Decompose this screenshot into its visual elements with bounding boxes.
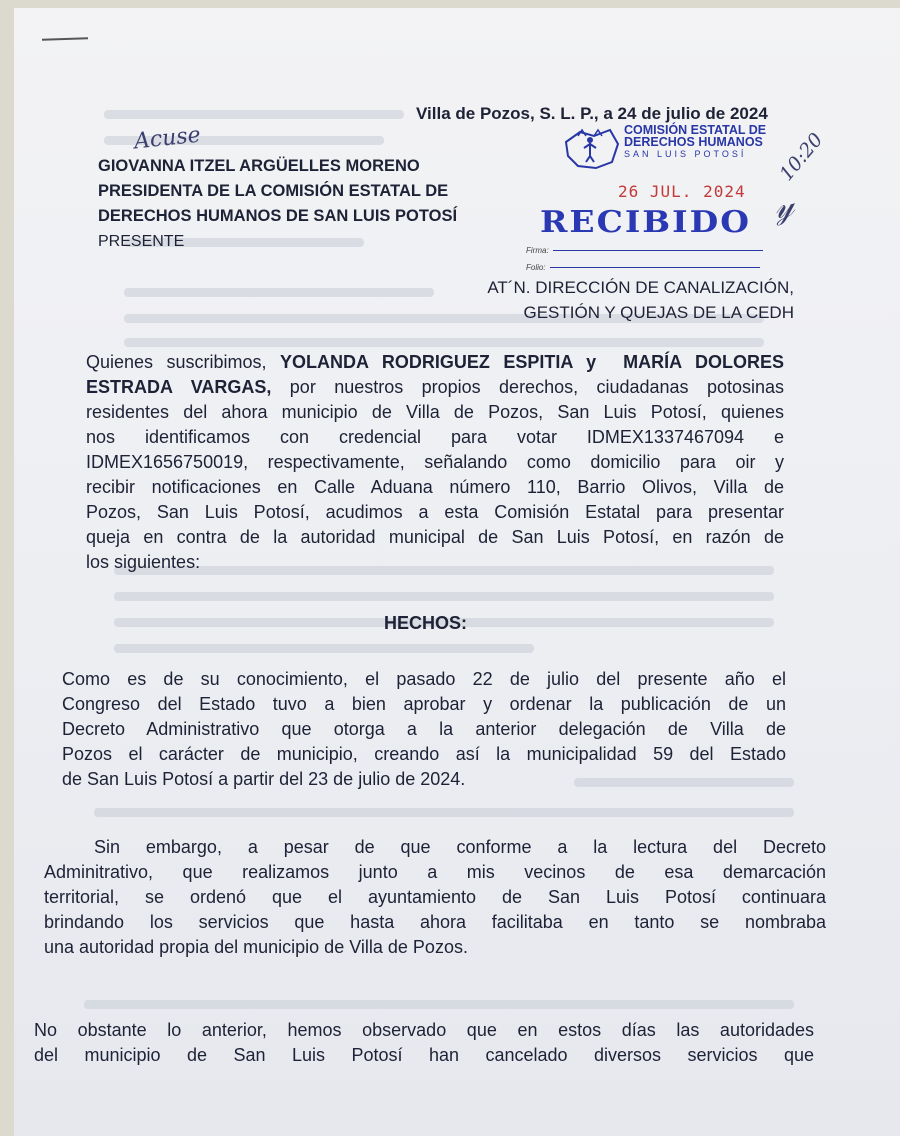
- fact-line: Pozos el carácter de municipio, creando así la municipalidad 59 del Estado: [62, 744, 786, 764]
- stamp-org-line-2: DERECHOS HUMANOS: [624, 135, 763, 149]
- fact-paragraph-3: [34, 1018, 814, 1068]
- fact-line: Congreso del Estado tuvo a bien aprobar y ordenar la publicación de un: [62, 694, 786, 714]
- stamp-recibido-word: RECIBIDO: [540, 203, 751, 240]
- hechos-heading: HECHOS:: [384, 613, 468, 633]
- fact-line: Decreto Administrativo que otorga a la anterior delegación de Villa de: [62, 719, 786, 739]
- stamp-folio-line: [526, 263, 760, 272]
- stamp-organization: [624, 124, 766, 160]
- stamp-org-line-1: COMISIÓN ESTATAL DE: [624, 123, 767, 137]
- stamp-org-line-3: SAN LUIS POTOSÍ: [624, 149, 747, 159]
- presente-label: PRESENTE: [98, 233, 185, 250]
- fact-line: Adminitrativo, que realizamos junto a mis vecinos de esa demarcación: [44, 862, 826, 882]
- recipient-name: GIOVANNA ITZEL ARGÜELLES MORENO: [98, 157, 420, 175]
- intro-paragraph: [86, 350, 784, 575]
- handwritten-initial-signature: 𝓎: [770, 184, 798, 228]
- intro-text: Quienes suscribimos,: [86, 352, 281, 372]
- attention-line: [487, 275, 794, 325]
- dateline: Villa de Pozos, S. L. P., a 24 de julio de 2024: [416, 104, 768, 123]
- stamp-date: 26 JUL. 2024: [618, 182, 746, 201]
- handwritten-acuse: Acuse: [132, 122, 202, 155]
- stamp-folio-label: Folio:: [526, 263, 546, 272]
- fact-line: brindando los servicios que hasta ahora facilitaba en tanto se nombraba: [44, 912, 826, 932]
- attention-line-1: AT´N. DIRECCIÓN DE CANALIZACIÓN,: [487, 278, 794, 297]
- intro-line: los siguientes:: [86, 552, 201, 572]
- fact-line: de San Luis Potosí a partir del 23 de julio de 2024.: [62, 769, 466, 789]
- intro-line: queja en contra de la autoridad municipal de San Luis Potosí, en razón de: [86, 527, 784, 547]
- fact-line: Como es de su conocimiento, el pasado 22 de julio del presente año el: [62, 669, 786, 689]
- complainant-names: ESTRADA VARGAS,: [86, 377, 272, 397]
- fact-paragraph-2: [44, 835, 826, 960]
- recipient-title-line-2: DERECHOS HUMANOS DE SAN LUIS POTOSÍ: [98, 207, 458, 225]
- intro-line: IDMEX1656750019, respectivamente, señalando como domicilio para oir y: [86, 452, 784, 472]
- intro-line: [86, 375, 784, 400]
- intro-text: por nuestros propios derechos, ciudadanas potosinas: [271, 377, 784, 397]
- recipient-title-line-1: PRESIDENTA DE LA COMISIÓN ESTATAL DE: [98, 182, 449, 200]
- fact-line: del municipio de San Luis Potosí han cancelado diversos servicios que: [34, 1045, 814, 1065]
- fact-line: No obstante lo anterior, hemos observado que en estos días las autoridades: [34, 1020, 814, 1040]
- intro-line: Pozos, San Luis Potosí, acudimos a esta Comisión Estatal para presentar: [86, 502, 784, 522]
- intro-line: residentes del ahora municipio de Villa de Pozos, San Luis Potosí, quienes: [86, 402, 784, 422]
- fact-line: territorial, se ordenó que el ayuntamiento de San Luis Potosí continuara: [44, 887, 826, 907]
- stamp-firma-line: [526, 246, 763, 255]
- complainant-names: YOLANDA RODRIGUEZ ESPITIA y MARÍA DOLORES: [280, 352, 784, 372]
- fact-line: una autoridad propia del municipio de Villa de Pozos.: [44, 937, 468, 957]
- cedh-logo-icon: [560, 122, 622, 174]
- intro-line: recibir notificaciones en Calle Aduana número 110, Barrio Olivos, Villa de: [86, 477, 784, 497]
- fact-line: Sin embargo, a pesar de que conforme a la lectura del Decreto: [94, 837, 826, 857]
- stamp-firma-label: Firma:: [526, 246, 549, 255]
- intro-line: [86, 350, 784, 375]
- reception-stamp: [524, 118, 814, 278]
- handwritten-time: 10:20: [775, 128, 828, 186]
- document-page: [14, 8, 900, 1136]
- attention-line-2: GESTIÓN Y QUEJAS DE LA CEDH: [523, 303, 794, 322]
- intro-line: nos identificamos con credencial para votar IDMEX1337467094 e: [86, 427, 784, 447]
- recipient-block: [98, 154, 457, 254]
- fact-paragraph-1: [62, 667, 786, 792]
